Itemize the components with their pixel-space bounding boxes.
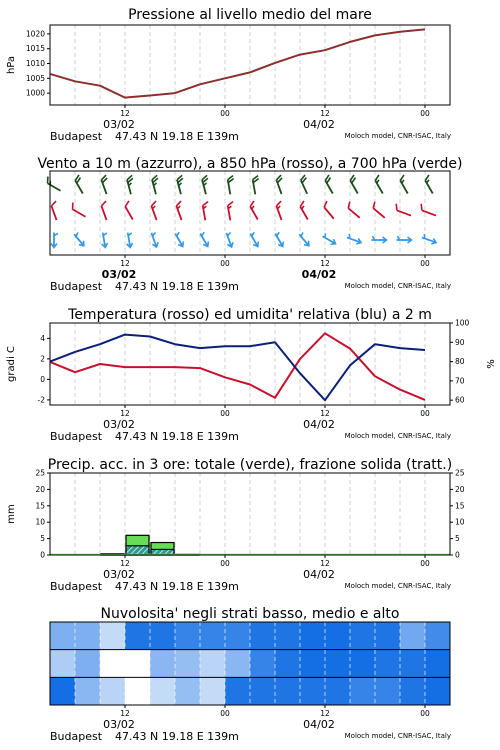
cloud-cell (225, 677, 251, 705)
wind-barb (275, 175, 287, 194)
y-tick-label: 0 (40, 550, 45, 560)
wind-barb (252, 176, 261, 195)
y-tick-label: 4 (40, 333, 45, 343)
y-tick-label: 1000 (25, 88, 45, 98)
y2-tick-label: 60 (455, 395, 465, 405)
cloud-cell (350, 622, 376, 650)
date-label: 03/02 (103, 568, 135, 581)
cloud-cell (75, 677, 101, 705)
x-tick-label: 00 (420, 259, 430, 268)
y-tick-label: 5 (40, 534, 45, 544)
x-tick-label: 12 (320, 109, 330, 118)
cloud-cell (425, 650, 451, 678)
humidity-line (50, 335, 425, 401)
wind-barb (346, 234, 362, 246)
x-tick-label: 00 (420, 109, 430, 118)
wind-barb (100, 201, 112, 220)
wind-barb (421, 234, 437, 246)
location-coords: 47.43 N 19.18 E 139m (115, 430, 239, 443)
location-coords: 47.43 N 19.18 E 139m (115, 580, 239, 593)
x-tick-label: 00 (220, 409, 230, 418)
wind-barb (371, 202, 389, 218)
precip-solid-bar (126, 546, 149, 555)
y-tick-label: 1020 (25, 29, 45, 39)
cloud-cell (275, 677, 301, 705)
wind-barb (275, 201, 287, 220)
plot-frame (50, 323, 450, 405)
wind-barb (273, 232, 287, 248)
chart-title: Precip. acc. in 3 ore: totale (verde), frazione solida (tratt.) (47, 457, 453, 473)
plot-frame (50, 25, 450, 105)
location-city: Budapest (50, 130, 103, 143)
cloud-cell (75, 650, 101, 678)
wind-barb (173, 232, 187, 248)
model-credit: Moloch model, CNR-ISAC, Italy (344, 132, 451, 140)
y2-tick-label: 100 (455, 318, 470, 328)
y-tick-label: 2 (40, 354, 45, 364)
wind-barb (227, 202, 236, 221)
wind-barb (100, 232, 109, 248)
y2-tick-label: 10 (455, 517, 465, 527)
wind-barb (321, 233, 337, 247)
x-tick-label: 12 (120, 559, 130, 568)
y2-tick-label: 0 (455, 550, 460, 560)
x-tick-label: 12 (120, 109, 130, 118)
cloud-cell (300, 677, 326, 705)
wind-barb (299, 201, 313, 220)
plot-frame (50, 473, 450, 555)
x-tick-label: 00 (420, 409, 430, 418)
wind-barb (202, 202, 211, 221)
cloud-cell (100, 677, 126, 705)
y2-tick-label: 25 (455, 468, 465, 478)
x-tick-label: 12 (320, 559, 330, 568)
location-city: Budapest (50, 280, 103, 293)
wind-barb (45, 177, 64, 191)
y2-tick-label: 5 (455, 534, 460, 544)
cloud-cell (350, 677, 376, 705)
wind-barb (324, 175, 338, 194)
y2-axis-label: % (486, 359, 497, 369)
cloud-cell (125, 650, 151, 678)
wind-barb (349, 175, 363, 194)
cloud-cell (400, 677, 426, 705)
wind-barb (300, 175, 313, 194)
y-tick-label: 20 (35, 484, 45, 494)
x-tick-label: 12 (320, 409, 330, 418)
wind-barb (248, 232, 262, 248)
model-credit: Moloch model, CNR-ISAC, Italy (344, 432, 451, 440)
wind-barb (175, 201, 187, 220)
y2-tick-label: 15 (455, 501, 465, 511)
date-label: 03/02 (101, 268, 137, 281)
wind-barb (372, 236, 387, 243)
pressure-line (50, 29, 425, 97)
date-label: 04/02 (303, 718, 335, 731)
wind-panel (37, 156, 462, 293)
temp-rh-panel (6, 307, 497, 443)
pressure-panel (6, 7, 451, 143)
wind-barb (51, 233, 58, 248)
cloud-cell (300, 650, 326, 678)
x-tick-label: 12 (120, 409, 130, 418)
wind-barb (151, 175, 161, 194)
cloud-cell (100, 622, 126, 650)
location-coords: 47.43 N 19.18 E 139m (115, 280, 239, 293)
cloud-cell (100, 650, 126, 678)
x-tick-label: 00 (220, 709, 230, 718)
location-city: Budapest (50, 430, 103, 443)
cloud-cell (225, 650, 251, 678)
cloud-cell (350, 650, 376, 678)
cloud-cell (250, 677, 276, 705)
chart-title: Vento a 10 m (azzurro), a 850 hPa (rosso), a 700 hPa (verde) (37, 156, 463, 172)
cloud-cell (150, 677, 176, 705)
wind-barb (124, 201, 138, 220)
model-credit: Moloch model, CNR-ISAC, Italy (344, 732, 451, 740)
y2-tick-label: 80 (455, 357, 465, 367)
precip-panel (6, 457, 465, 593)
wind-barb (374, 175, 388, 194)
date-label: 03/02 (103, 718, 135, 731)
location-coords: 47.43 N 19.18 E 139m (115, 130, 239, 143)
x-tick-label: 12 (120, 259, 130, 268)
cloud-cell (50, 622, 76, 650)
wind-barb (227, 176, 236, 195)
wind-barb (424, 175, 438, 194)
wind-barb (72, 232, 87, 248)
cloud-cell (200, 677, 226, 705)
date-label: 03/02 (103, 418, 135, 431)
cloud-cell (225, 622, 251, 650)
wind-barb (399, 175, 413, 194)
y-axis-label: gradi C (6, 346, 17, 382)
chart-title: Pressione al livello medio del mare (128, 7, 372, 23)
cloud-cell (300, 622, 326, 650)
wind-barb (126, 175, 136, 194)
cloud-cell (250, 650, 276, 678)
y-tick-label: -2 (37, 395, 45, 405)
chart-title: Nuvolosita' negli strati basso, medio e alto (100, 606, 400, 622)
wind-barb (176, 175, 186, 194)
x-tick-label: 00 (220, 109, 230, 118)
y-tick-label: 25 (35, 468, 45, 478)
cloud-cell (375, 677, 401, 705)
temperature-line (50, 333, 425, 400)
cloud-cell (75, 622, 101, 650)
model-credit: Moloch model, CNR-ISAC, Italy (344, 582, 451, 590)
y-tick-label: 1010 (25, 59, 45, 69)
x-tick-label: 12 (320, 709, 330, 718)
cloud-cell (375, 650, 401, 678)
y-axis-label: mm (6, 504, 17, 524)
wind-barb (74, 175, 88, 194)
cloud-cell (200, 650, 226, 678)
wind-barb (125, 232, 134, 248)
cloud-cell (50, 677, 76, 705)
model-credit: Moloch model, CNR-ISAC, Italy (344, 282, 451, 290)
cloud-cell (200, 622, 226, 650)
cloud-cell (325, 622, 351, 650)
wind-barb (150, 201, 162, 220)
cloud-cell (125, 677, 151, 705)
y-tick-label: 1015 (25, 44, 45, 54)
y-tick-label: 0 (40, 374, 45, 384)
cloud-cell (325, 650, 351, 678)
cloud-cell (50, 650, 76, 678)
cloud-cell (425, 677, 451, 705)
cloud-cell (400, 650, 426, 678)
y-axis-label: hPa (6, 55, 17, 75)
wind-barb (394, 204, 413, 216)
wind-barb (70, 203, 89, 217)
cloud-cell (275, 622, 301, 650)
x-tick-label: 00 (220, 259, 230, 268)
chart-title: Temperatura (rosso) ed umidita' relativa (blu) a 2 m (68, 307, 432, 323)
wind-barb (50, 201, 62, 220)
x-tick-label: 12 (320, 259, 330, 268)
y-tick-label: 1005 (25, 73, 45, 83)
date-label: 04/02 (303, 568, 335, 581)
wind-barb (297, 232, 312, 248)
cloud-cell (175, 650, 201, 678)
cloud-cell (425, 622, 451, 650)
cloud-cell (175, 677, 201, 705)
wind-barb (100, 175, 112, 194)
cloud-cell (275, 650, 301, 678)
y-tick-label: 15 (35, 501, 45, 511)
wind-barb (201, 175, 211, 194)
wind-barb (397, 236, 412, 243)
y2-tick-label: 70 (455, 376, 465, 386)
date-label: 03/02 (103, 118, 135, 131)
location-coords: 47.43 N 19.18 E 139m (115, 730, 239, 743)
date-label: 04/02 (303, 118, 335, 131)
cloud-cell (125, 622, 151, 650)
y-tick-label: 10 (35, 517, 45, 527)
cloud-cell (400, 622, 426, 650)
wind-barb (419, 204, 438, 216)
x-tick-label: 00 (420, 559, 430, 568)
cloud-panel (50, 622, 451, 743)
x-tick-label: 00 (420, 709, 430, 718)
wind-barb (198, 232, 212, 248)
x-tick-label: 12 (120, 709, 130, 718)
y2-tick-label: 90 (455, 337, 465, 347)
cloud-cell (375, 622, 401, 650)
cloud-cell (250, 622, 276, 650)
cloud-cell (175, 622, 201, 650)
wind-barb (249, 201, 263, 220)
date-label: 04/02 (301, 268, 337, 281)
cloud-cell (325, 677, 351, 705)
wind-barb (346, 202, 364, 218)
cloud-cell (150, 622, 176, 650)
x-tick-label: 00 (220, 559, 230, 568)
cloud-cell (150, 650, 176, 678)
date-label: 04/02 (303, 418, 335, 431)
y2-tick-label: 20 (455, 484, 465, 494)
location-city: Budapest (50, 580, 103, 593)
location-city: Budapest (50, 730, 103, 743)
